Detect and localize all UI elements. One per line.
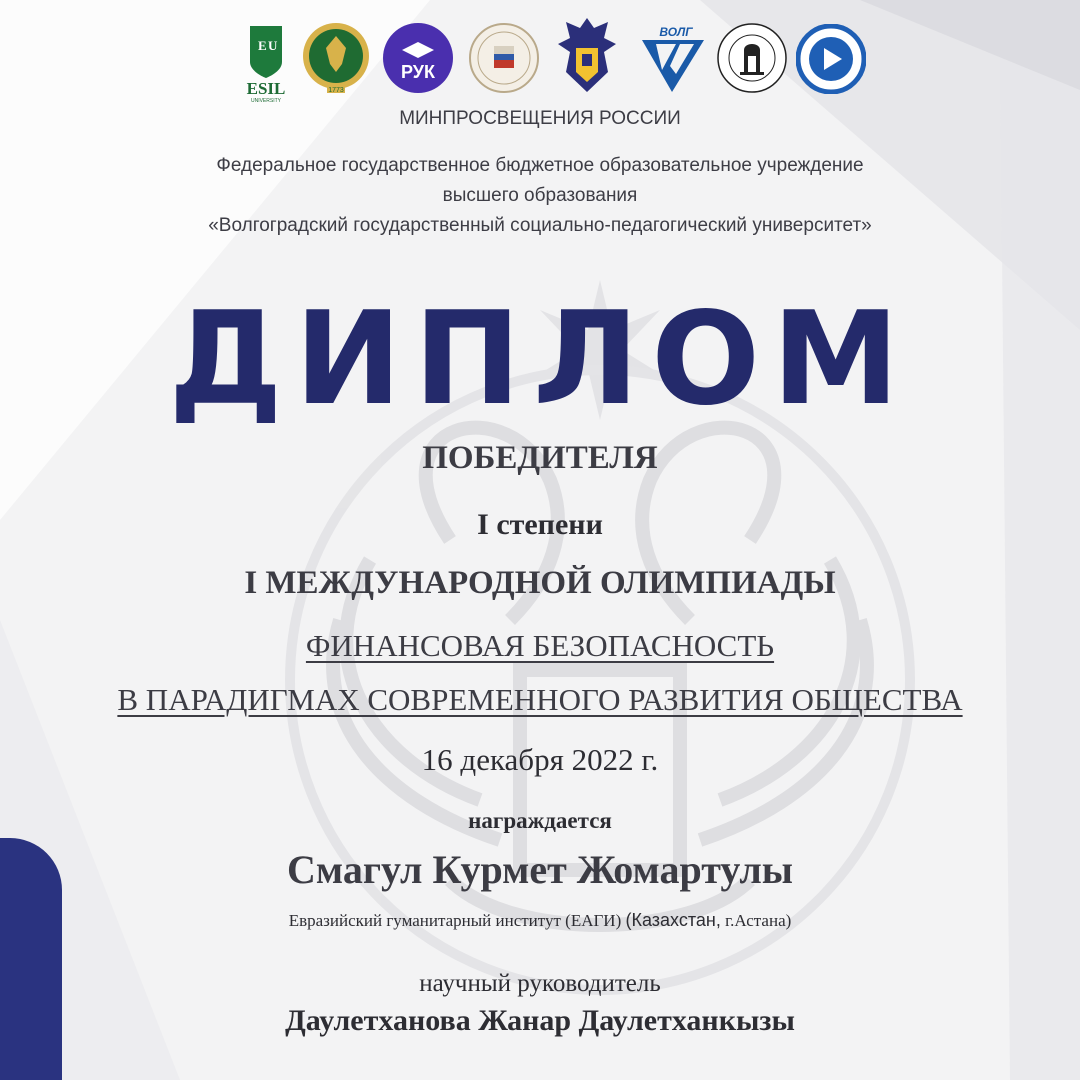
blue-corner-accent: [0, 838, 62, 1080]
supervisor-label: научный руководитель: [419, 970, 661, 997]
university-line-1: Федеральное государственное бюджетное образовательное учреждение: [216, 155, 864, 176]
university-line-2: высшего образования: [442, 185, 638, 206]
award-degree: I степени: [477, 508, 603, 541]
university-line-3: «Волгоградский государственный социально-педагогический университет»: [208, 215, 872, 236]
svg-text:РУК: РУК: [401, 62, 435, 82]
diploma-title: ДИПЛОМ: [168, 285, 912, 434]
svg-text:ВОЛГ: ВОЛГ: [659, 25, 693, 39]
recipient-country: (Казахстан,: [625, 910, 721, 930]
recipient-institute: Евразийский гуманитарный институт (ЕАГИ): [288, 911, 622, 930]
blue-circle-logo: [796, 24, 866, 94]
esil-university-logo: [238, 22, 294, 102]
olympiad-date: 16 декабря 2022 г.: [421, 742, 659, 777]
ministry-emblem-logo: [468, 20, 540, 96]
svg-text:ESIL: ESIL: [246, 79, 286, 98]
ministry-name: МИНПРОСВЕЩЕНИЯ РОССИИ: [399, 108, 681, 129]
volg-logo: [632, 22, 714, 94]
university-of-technology-logo: [716, 20, 788, 96]
recipient-name: Смагул Курмет Жомартулы: [286, 847, 794, 892]
supervisor-name: Даулетханова Жанар Даулетханкызы: [285, 1004, 795, 1037]
olympiad-title: I МЕЖДУНАРОДНОЙ ОЛИМПИАДЫ: [244, 565, 836, 601]
recipient-city: г.Астана): [725, 911, 792, 930]
vgspu-eagle-logo: [552, 14, 622, 98]
svg-text:E: E: [258, 38, 267, 53]
russian-eagle-seal-logo: [300, 18, 372, 98]
olympiad-topic-line-2: В ПАРАДИГМАХ СОВРЕМЕННОГО РАЗВИТИЯ ОБЩЕСТВА: [117, 682, 963, 717]
recipient-affiliation: [0, 910, 1080, 931]
award-type: ПОБЕДИТЕЛЯ: [422, 440, 658, 476]
svg-text:U: U: [268, 38, 278, 53]
svg-text:UNIVERSITY: UNIVERSITY: [250, 98, 282, 102]
svg-text:1773: 1773: [328, 87, 344, 94]
partner-logos-row: [0, 14, 1080, 104]
olympiad-topic-line-1: ФИНАНСОВАЯ БЕЗОПАСНОСТЬ: [305, 628, 775, 663]
awarded-label: награждается: [468, 808, 612, 833]
ruk-logo: [382, 22, 454, 94]
